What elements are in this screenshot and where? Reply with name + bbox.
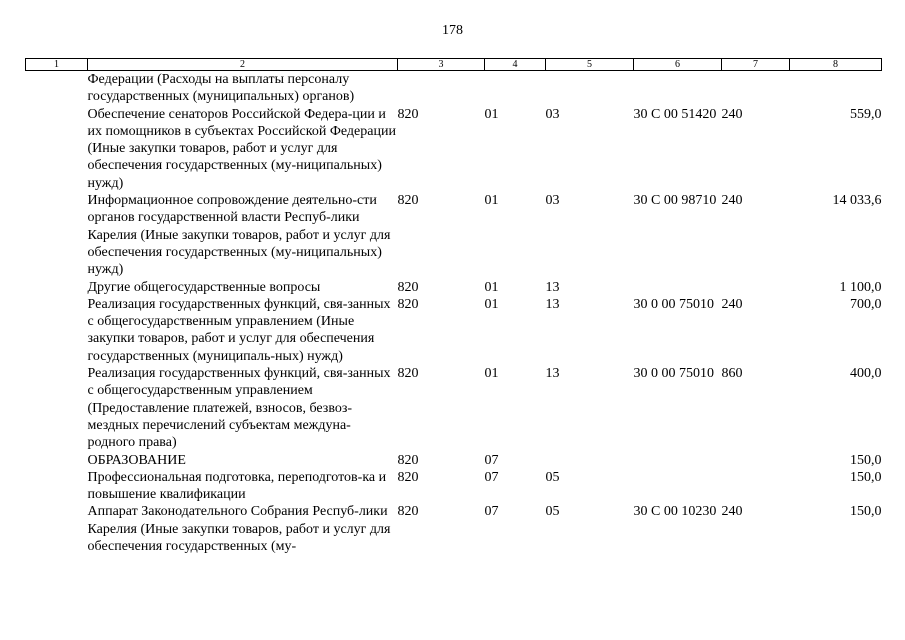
expense-type-cell: 240 xyxy=(721,193,743,209)
administrator-code-cell: 820 xyxy=(397,193,419,209)
target-article-cell: 30 С 00 98710 xyxy=(633,193,717,209)
subsection-cell: 13 xyxy=(545,366,560,382)
section-cell: 07 xyxy=(484,452,499,468)
row-number-cell xyxy=(26,452,88,469)
expense-type-cell xyxy=(722,279,790,296)
subsection-cell: 13 xyxy=(545,279,560,295)
administrator-code-cell: 820 xyxy=(397,296,419,312)
row-number-cell xyxy=(26,279,88,296)
expense-type-cell: 240 xyxy=(721,296,743,312)
description-cell: ОБРАЗОВАНИЕ xyxy=(87,452,186,468)
target-article-cell: 30 С 00 10230 xyxy=(633,504,717,520)
table-row xyxy=(26,469,882,504)
subsection-cell: 13 xyxy=(545,296,560,312)
section-cell: 07 xyxy=(484,469,499,485)
row-number-cell xyxy=(26,503,88,555)
table-row xyxy=(26,296,882,365)
table-row xyxy=(26,71,882,106)
row-number-cell xyxy=(26,296,88,365)
section-cell: 01 xyxy=(484,279,499,295)
target-article-cell xyxy=(634,71,722,106)
subsection-cell: 03 xyxy=(545,193,560,209)
section-cell: 07 xyxy=(484,504,499,520)
amount-cell: 150,0 xyxy=(850,452,882,468)
administrator-code-cell: 820 xyxy=(397,279,419,295)
section-cell: 01 xyxy=(484,106,499,122)
subsection-cell: 05 xyxy=(545,504,560,520)
table-row xyxy=(26,279,882,296)
budget-table xyxy=(25,58,882,555)
section-cell: 01 xyxy=(484,366,499,382)
description-cell: Другие общегосударственные вопросы xyxy=(87,279,321,295)
description-cell: Реализация государственных функций, свя-занных с общегосударственным управлением (Иные закупки товаров, работ и услуг для обеспечения государственных (муниципаль-ных) нужд) xyxy=(87,296,391,364)
row-number-cell xyxy=(26,365,88,451)
administrator-code-cell xyxy=(398,71,485,106)
table-row xyxy=(26,192,882,278)
table-row xyxy=(26,106,882,192)
description-cell: Аппарат Законодательного Собрания Респуб-лики Карелия (Иные закупки товаров, работ и услуг для обеспечения государственных (му- xyxy=(87,504,391,555)
table-row xyxy=(26,503,882,555)
description-cell: Реализация государственных функций, свя-занных с общегосударственным управлением (Предоставление платежей, взносов, безвоз-мездных перечислений субъектам междуна-родного права) xyxy=(87,366,391,451)
amount-cell: 150,0 xyxy=(850,469,882,485)
header-cell: 7 xyxy=(722,59,790,71)
expense-type-cell xyxy=(722,71,790,106)
administrator-code-cell: 820 xyxy=(397,469,419,485)
row-number-cell xyxy=(26,192,88,278)
subsection-cell: 03 xyxy=(545,106,560,122)
expense-type-cell: 860 xyxy=(721,366,743,382)
subsection-cell xyxy=(546,452,634,469)
expense-type-cell: 240 xyxy=(721,504,743,520)
expense-type-cell xyxy=(722,469,790,504)
target-article-cell xyxy=(634,469,722,504)
header-cell: 8 xyxy=(790,59,882,71)
subsection-cell xyxy=(546,71,634,106)
row-number-cell xyxy=(26,469,88,504)
administrator-code-cell: 820 xyxy=(397,366,419,382)
expense-type-cell xyxy=(722,452,790,469)
administrator-code-cell: 820 xyxy=(397,106,419,122)
target-article-cell: 30 С 00 51420 xyxy=(633,106,717,122)
section-cell: 01 xyxy=(484,296,499,312)
section-cell xyxy=(485,71,546,106)
target-article-cell xyxy=(634,279,722,296)
table-row xyxy=(26,365,882,451)
header-cell: 1 xyxy=(26,59,88,71)
administrator-code-cell: 820 xyxy=(397,504,419,520)
subsection-cell: 05 xyxy=(545,469,560,485)
amount-cell: 150,0 xyxy=(850,504,882,520)
amount-cell xyxy=(790,71,882,106)
amount-cell: 14 033,6 xyxy=(832,193,882,209)
target-article-cell: 30 0 00 75010 xyxy=(633,296,714,312)
expense-type-cell: 240 xyxy=(721,106,743,122)
amount-cell: 700,0 xyxy=(850,296,882,312)
description-cell: Федерации (Расходы на выплаты персоналу государственных (муниципальных) органов) xyxy=(87,72,355,105)
header-cell: 5 xyxy=(546,59,634,71)
description-cell: Информационное сопровождение деятельно-сти органов государственной власти Респуб-лики Карелия (Иные закупки товаров, работ и услуг для обеспечения государственных (му-ниципальных) нужд) xyxy=(87,193,391,278)
administrator-code-cell: 820 xyxy=(397,452,419,468)
header-cell: 3 xyxy=(398,59,485,71)
amount-cell: 400,0 xyxy=(850,366,882,382)
description-cell: Обеспечение сенаторов Российской Федера-ции и их помощников в субъектах Российской Федерации (Иные закупки товаров, работ и услуг для обеспечения государственных (му-ниципальных) нужд) xyxy=(87,106,396,191)
table-row xyxy=(26,452,882,469)
description-cell: Профессиональная подготовка, переподготов-ка и повышение квалификации xyxy=(87,469,387,503)
row-number-cell xyxy=(26,71,88,106)
header-row xyxy=(26,59,882,71)
header-cell: 6 xyxy=(634,59,722,71)
page-number: 178 xyxy=(442,23,463,38)
target-article-cell: 30 0 00 75010 xyxy=(633,366,714,382)
amount-cell: 1 100,0 xyxy=(839,279,882,295)
row-number-cell xyxy=(26,106,88,192)
target-article-cell xyxy=(634,452,722,469)
header-cell: 4 xyxy=(485,59,546,71)
section-cell: 01 xyxy=(484,193,499,209)
amount-cell: 559,0 xyxy=(850,106,882,122)
header-cell: 2 xyxy=(88,59,398,71)
